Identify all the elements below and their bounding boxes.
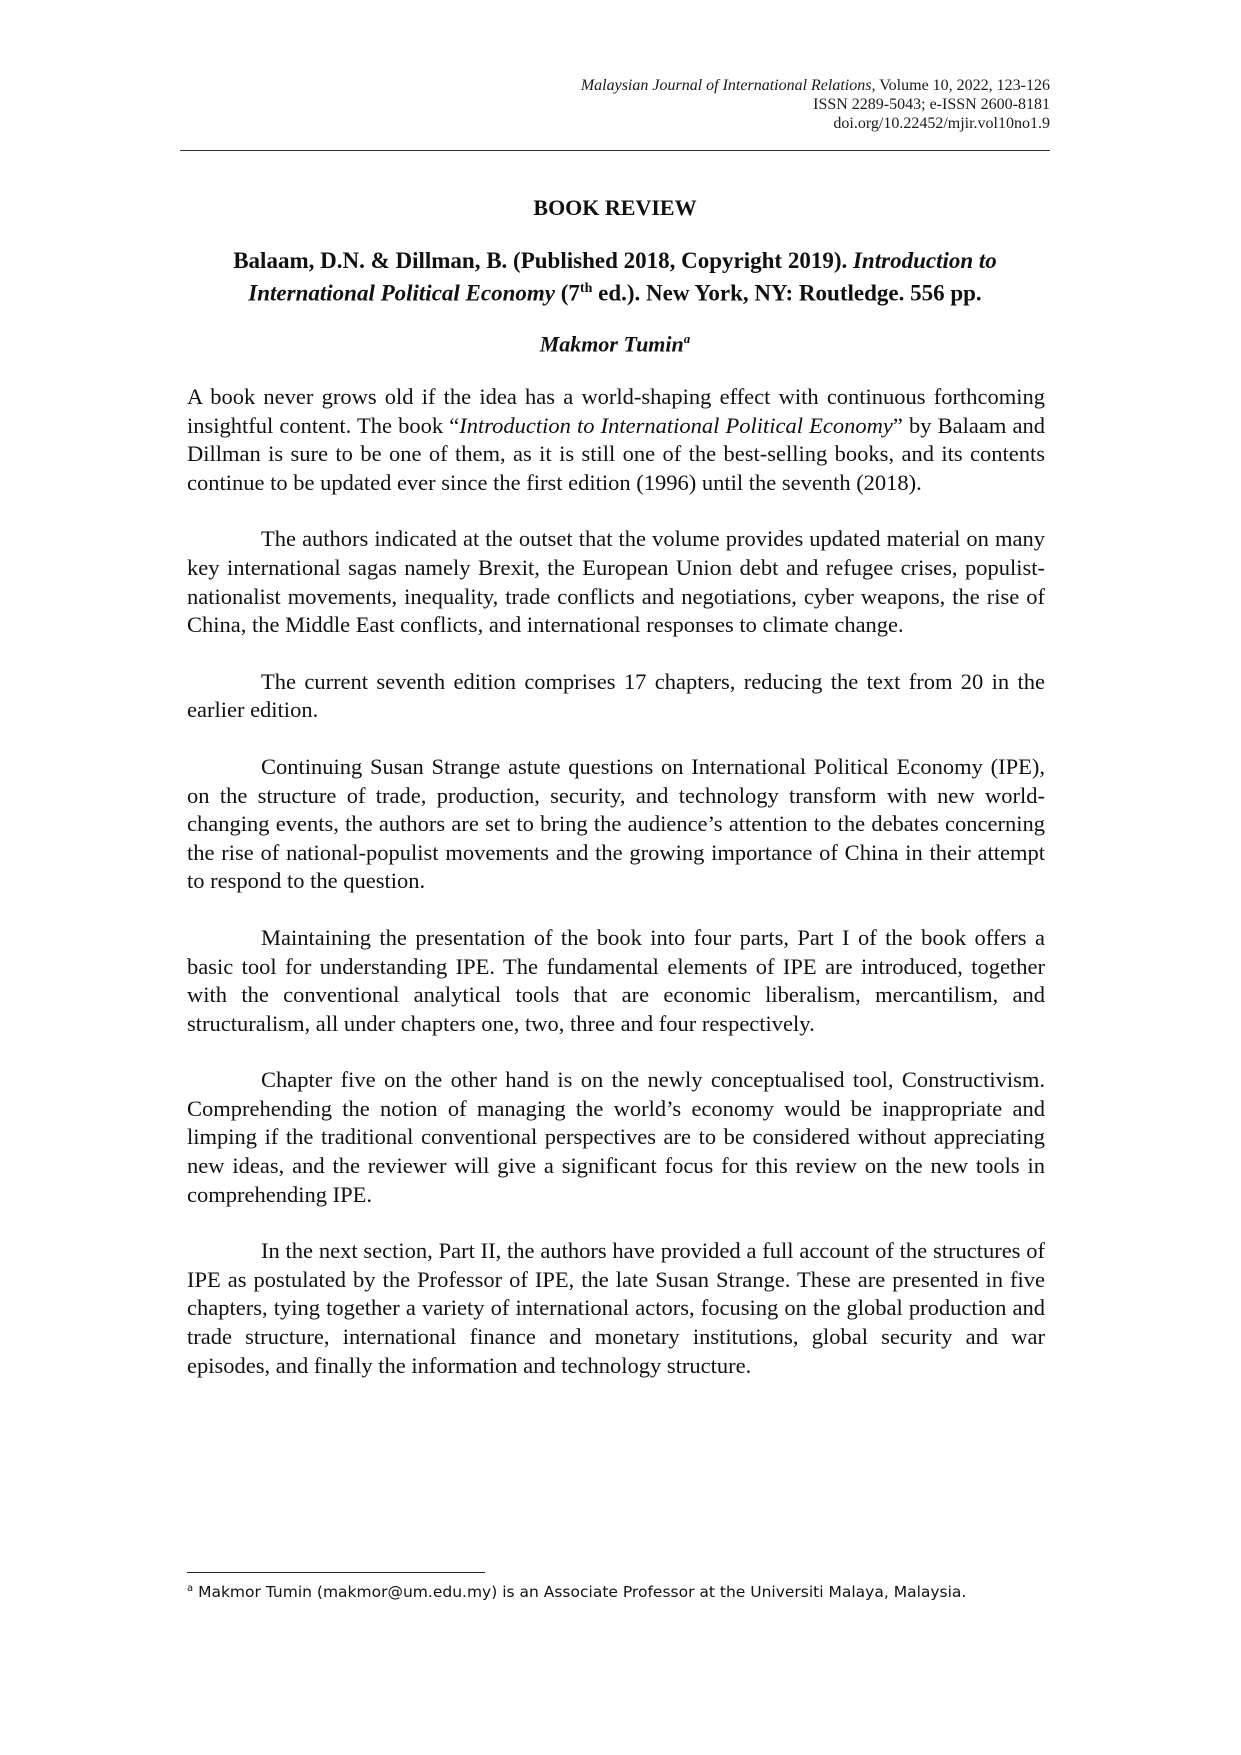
paragraph-7: In the next section, Part II, the authors have provided a full account of the structures of IPE as postulated by the Professor of IPE, the late Susan Strange. These are presented in five chapters, tying together a variety of international actors, focusing on the global production and trade structure, international finance and monetary institutions, global security and war episodes, and finally the information and technology structure. [187, 1238, 1045, 1378]
journal-name: Malaysian Journal of International Relations, [580, 77, 876, 94]
page-title: BOOK REVIEW [533, 195, 697, 220]
journal-doi: doi.org/10.22452/mjir.vol10no1.9 [833, 115, 1050, 132]
paragraph-1 [187, 383, 1045, 497]
footnote [187, 1583, 1057, 1601]
citation-title-a: Introduction to [852, 248, 997, 273]
citation-title-b: International Political Economy [248, 280, 555, 306]
paragraph-1-book-title: Introduction to International Political Economy [459, 412, 893, 438]
footnote-text: Makmor Tumin (makmor@um.edu.my) is an Associate Professor at the Universiti Malaya, Malaysia. [198, 1583, 967, 1602]
citation-edition-sup: th [579, 281, 593, 296]
journal-volume: Volume 10, 2022, 123-126 [879, 77, 1050, 94]
citation-authors: Balaam, D.N. & Dillman, B. (Published 2018, Copyright 2019). [233, 248, 848, 273]
book-citation [190, 247, 1040, 308]
paragraph-4: Continuing Susan Strange astute questions on International Political Economy (IPE), on the structure of trade, production, security, and technology transform with new world-changing events, the authors are set to bring the audience’s attention to the debates concerning the rise of national-populist movements and the growing importance of China in their attempt to respond to the question. [187, 753, 1045, 894]
author-footnote-marker: a [683, 331, 691, 346]
journal-line [180, 76, 1050, 95]
header-divider [180, 150, 1050, 151]
footnote-divider [187, 1572, 485, 1573]
footnote-marker: a [187, 1583, 194, 1594]
author-name: Makmor Tumin [539, 331, 684, 357]
citation-edition: (7 [560, 280, 580, 306]
paragraph-1-part-b: ” by Balaam and Dillman is sure to be one of them, as it is still one of the best-selling books, and its contents continue to be updated ever since the first edition (1996) until the seventh (2018). [187, 412, 1045, 495]
journal-header [180, 76, 1050, 133]
paragraph-3: The current seventh edition comprises 17 chapters, reducing the text from 20 in the earlier edition. [187, 668, 1045, 723]
paragraph-5: Maintaining the presentation of the book into four parts, Part I of the book offers a basic tool for understanding IPE. The fundamental elements of IPE are introduced, together with the conventional analytical tools that are economic liberalism, mercantilism, and structuralism, all under chapters one, two, three and four respectively. [187, 924, 1045, 1036]
paragraph-2: The authors indicated at the outset that the volume provides updated material on many key international sagas namely Brexit, the European Union debt and refugee crises, populist-nationalist movements, inequality, trade conflicts and negotiations, cyber weapons, the rise of China, the Middle East conflicts, and international responses to climate change. [187, 526, 1045, 638]
review-body [187, 383, 1045, 1408]
paragraph-6: Chapter five on the other hand is on the newly conceptualised tool, Constructivism. Comprehending the notion of managing the world’s economy would be inappropriate and limping if the traditional conventional perspectives are to be considered without appreciating new ideas, and the reviewer will give a significant focus for this review on the new tools in comprehending IPE. [187, 1067, 1045, 1207]
citation-publisher: ed.). New York, NY: Routledge. 556 pp. [598, 280, 982, 306]
paragraph-1-part-a: A book never grows old if the idea has a world-shaping effect with continuous forthcoming insightful content. The book “ [187, 384, 1045, 438]
review-author [180, 331, 1050, 357]
journal-issn: ISSN 2289-5043; e-ISSN 2600-8181 [813, 96, 1050, 113]
